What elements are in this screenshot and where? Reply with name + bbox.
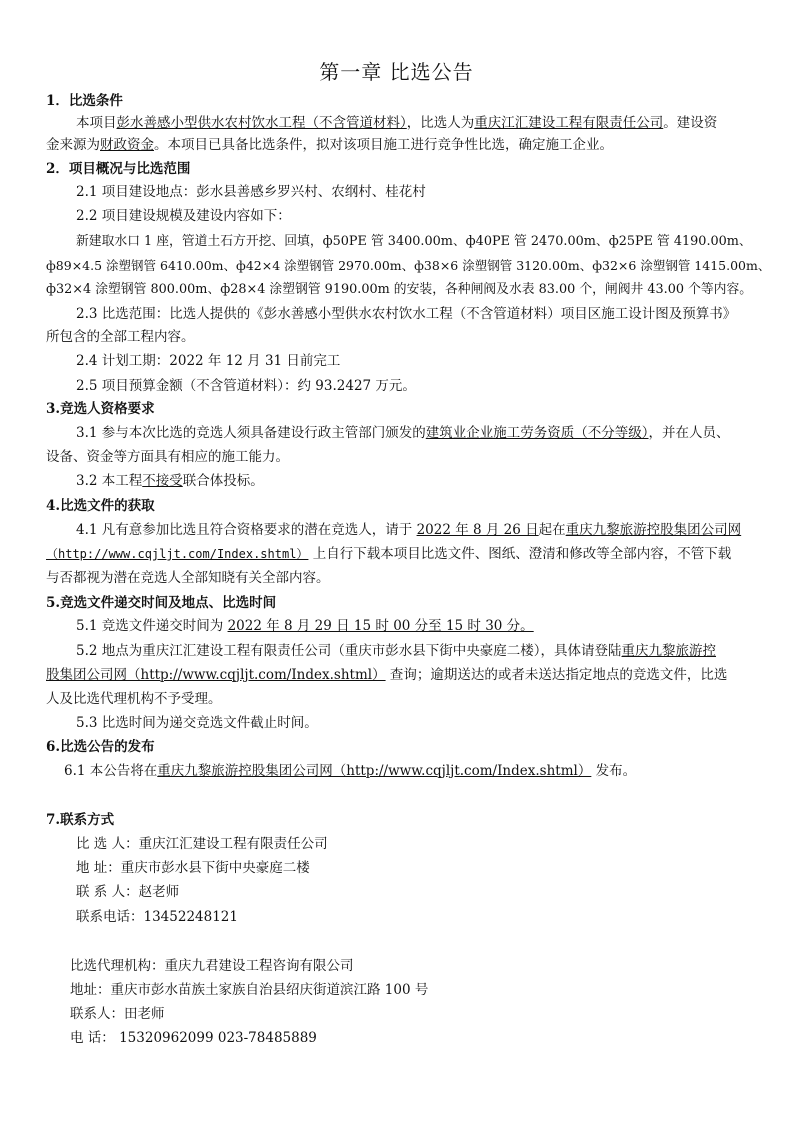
section-2-line-4: ф89×4.5 涂塑钢管 6410.00m、ф42×4 涂塑钢管 2970.00m、ф38×6 涂塑钢管 3120.00m、ф32×6 涂塑钢管 1415.00m、 (46, 258, 771, 273)
section-3-line-3 (76, 472, 264, 490)
website-link[interactable]: 重庆九黎旅游控股集团公司网（http://www.cqjljt.com/Index.shtml） (157, 763, 592, 779)
qualification: 建筑业企业施工劳务资质（不分等级） (425, 425, 649, 441)
text: 上自行下载本项目比选文件、图纸、澄清和修改等全部内容，不管下载 (308, 546, 732, 562)
selector-name: 重庆江汇建设工程有限责任公司 (474, 115, 664, 131)
section-2-line-8: 2.4 计划工期：2022 年 12 月 31 日前完工 (76, 353, 341, 369)
section-7-heading: 7.联系方式 (46, 812, 115, 828)
section-4-line-1 (76, 521, 741, 539)
website-url-link[interactable]: （http://www.cqjljt.com/Index.shtml） (46, 547, 309, 561)
website-name-link[interactable]: 重庆九黎旅游控股集团公司网 (565, 522, 742, 538)
text: 6.1 本公告将在 (64, 763, 158, 779)
section-4-line-3: 与否都视为潜在竞选人全部知晓有关全部内容。 (46, 570, 330, 586)
not-accepted: 不接受 (142, 473, 183, 489)
section-1-paragraph-line-2 (46, 136, 613, 154)
contact-address: 地 址：重庆市彭水县下街中央豪庭二楼 (76, 860, 310, 876)
project-name: 彭水善感小型供水农村饮水工程（不含管道材料） (116, 115, 407, 131)
section-3-heading: 3.竞选人资格要求 (46, 401, 155, 417)
section-3-line-1 (76, 424, 730, 442)
section-2-line-5: ф32×4 涂塑钢管 800.00m、ф28×4 涂塑钢管 9190.00m 的安装，各种闸阀及水表 83.00 个，闸阀井 43.00 个等内容。 (46, 282, 753, 297)
text: 3.1 参与本次比选的竞选人须具备建设行政主管部门颁发的 (76, 425, 426, 441)
text: ，并在人员、 (648, 425, 730, 441)
section-5-line-3 (46, 666, 727, 684)
section-2-line-2: 2.2 项目建设规模及建设内容如下： (76, 208, 291, 224)
start-date: 2022 年 8 月 26 日 (416, 522, 539, 538)
text: 。建设资 (663, 115, 718, 131)
contact-phone: 联系电话：13452248121 (76, 909, 238, 925)
text: 起在 (538, 522, 566, 538)
section-2-line-6: 2.3 比选范围：比选人提供的《彭水善感小型供水农村饮水工程（不含管道材料）项目区施工设计图及预算书》 (76, 306, 737, 322)
section-5-line-1 (76, 617, 534, 635)
section-2-line-1: 2.1 项目建设地点：彭水县善感乡罗兴村、农纲村、桂花村 (76, 184, 426, 200)
text: 联合体投标。 (182, 473, 264, 489)
website-name-link[interactable]: 重庆九黎旅游控 (621, 643, 717, 659)
text: 查询；逾期送达的或者未送达指定地点的竞选文件，比选 (385, 667, 728, 683)
website-url-link[interactable]: 股集团公司网（http://www.cqjljt.com/Index.shtml） (46, 667, 386, 683)
agency-name: 比选代理机构：重庆九君建设工程咨询有限公司 (70, 958, 354, 974)
section-1-heading: 1．比选条件 (46, 93, 123, 109)
section-5-heading: 5.竞选文件递交时间及地点、比选时间 (46, 595, 277, 611)
page-title: 第一章 比选公告 (319, 60, 474, 84)
section-6-line-1 (64, 762, 636, 780)
text: 。本项目已具备比选条件，拟对该项目施工进行竞争性比选，确定施工企业。 (154, 137, 613, 153)
section-4-heading: 4.比选文件的获取 (46, 498, 155, 514)
section-2-line-9: 2.5 项目预算金额（不含管道材料）：约 93.2427 万元。 (76, 378, 416, 394)
section-2-line-7: 所包含的全部工程内容。 (46, 329, 195, 345)
text: 金来源为 (46, 137, 100, 153)
text: 5.1 竞选文件递交时间为 (76, 618, 228, 634)
agency-address: 地址：重庆市彭水苗族土家族自治县绍庆街道滨江路 100 号 (70, 982, 429, 998)
section-2-heading: 2．项目概况与比选范围 (46, 161, 191, 177)
section-2-line-3: 新建取水口 1 座，管道土石方开挖、回填，ф50PE 管 3400.00m、ф40PE 管 2470.00m、ф25PE 管 4190.00m、 (76, 234, 752, 249)
agency-contact-person: 联系人：田老师 (70, 1006, 165, 1022)
section-6-heading: 6.比选公告的发布 (46, 739, 155, 755)
text: 3.2 本工程 (76, 473, 143, 489)
text: ，比选人为 (406, 115, 475, 131)
contact-selector: 比 选 人：重庆江汇建设工程有限责任公司 (76, 836, 328, 852)
text: 5.2 地点为重庆江汇建设工程有限责任公司（重庆市彭水县下街中央豪庭二楼），具体请登陆 (76, 643, 622, 659)
section-5-line-2 (76, 642, 716, 660)
submission-time: 2022 年 8 月 29 日 15 时 00 分至 15 时 30 分。 (227, 618, 534, 634)
contact-person: 联 系 人：赵老师 (76, 884, 180, 900)
text: 本项目 (76, 115, 117, 131)
section-1-paragraph-line-1 (76, 114, 717, 132)
section-5-line-4: 人及比选代理机构不予受理。 (46, 691, 222, 707)
section-4-line-2 (46, 545, 731, 563)
funding-source: 财政资金 (100, 137, 154, 153)
section-3-line-2: 设备、资金等方面具有相应的施工能力。 (46, 449, 289, 465)
section-5-line-5: 5.3 比选时间为递交竞选文件截止时间。 (76, 715, 318, 731)
agency-phone: 电 话： 15320962099 023-78485889 (70, 1030, 317, 1046)
text: 发布。 (591, 763, 637, 779)
text: 4.1 凡有意参加比选且符合资格要求的潜在竞选人，请于 (76, 522, 417, 538)
